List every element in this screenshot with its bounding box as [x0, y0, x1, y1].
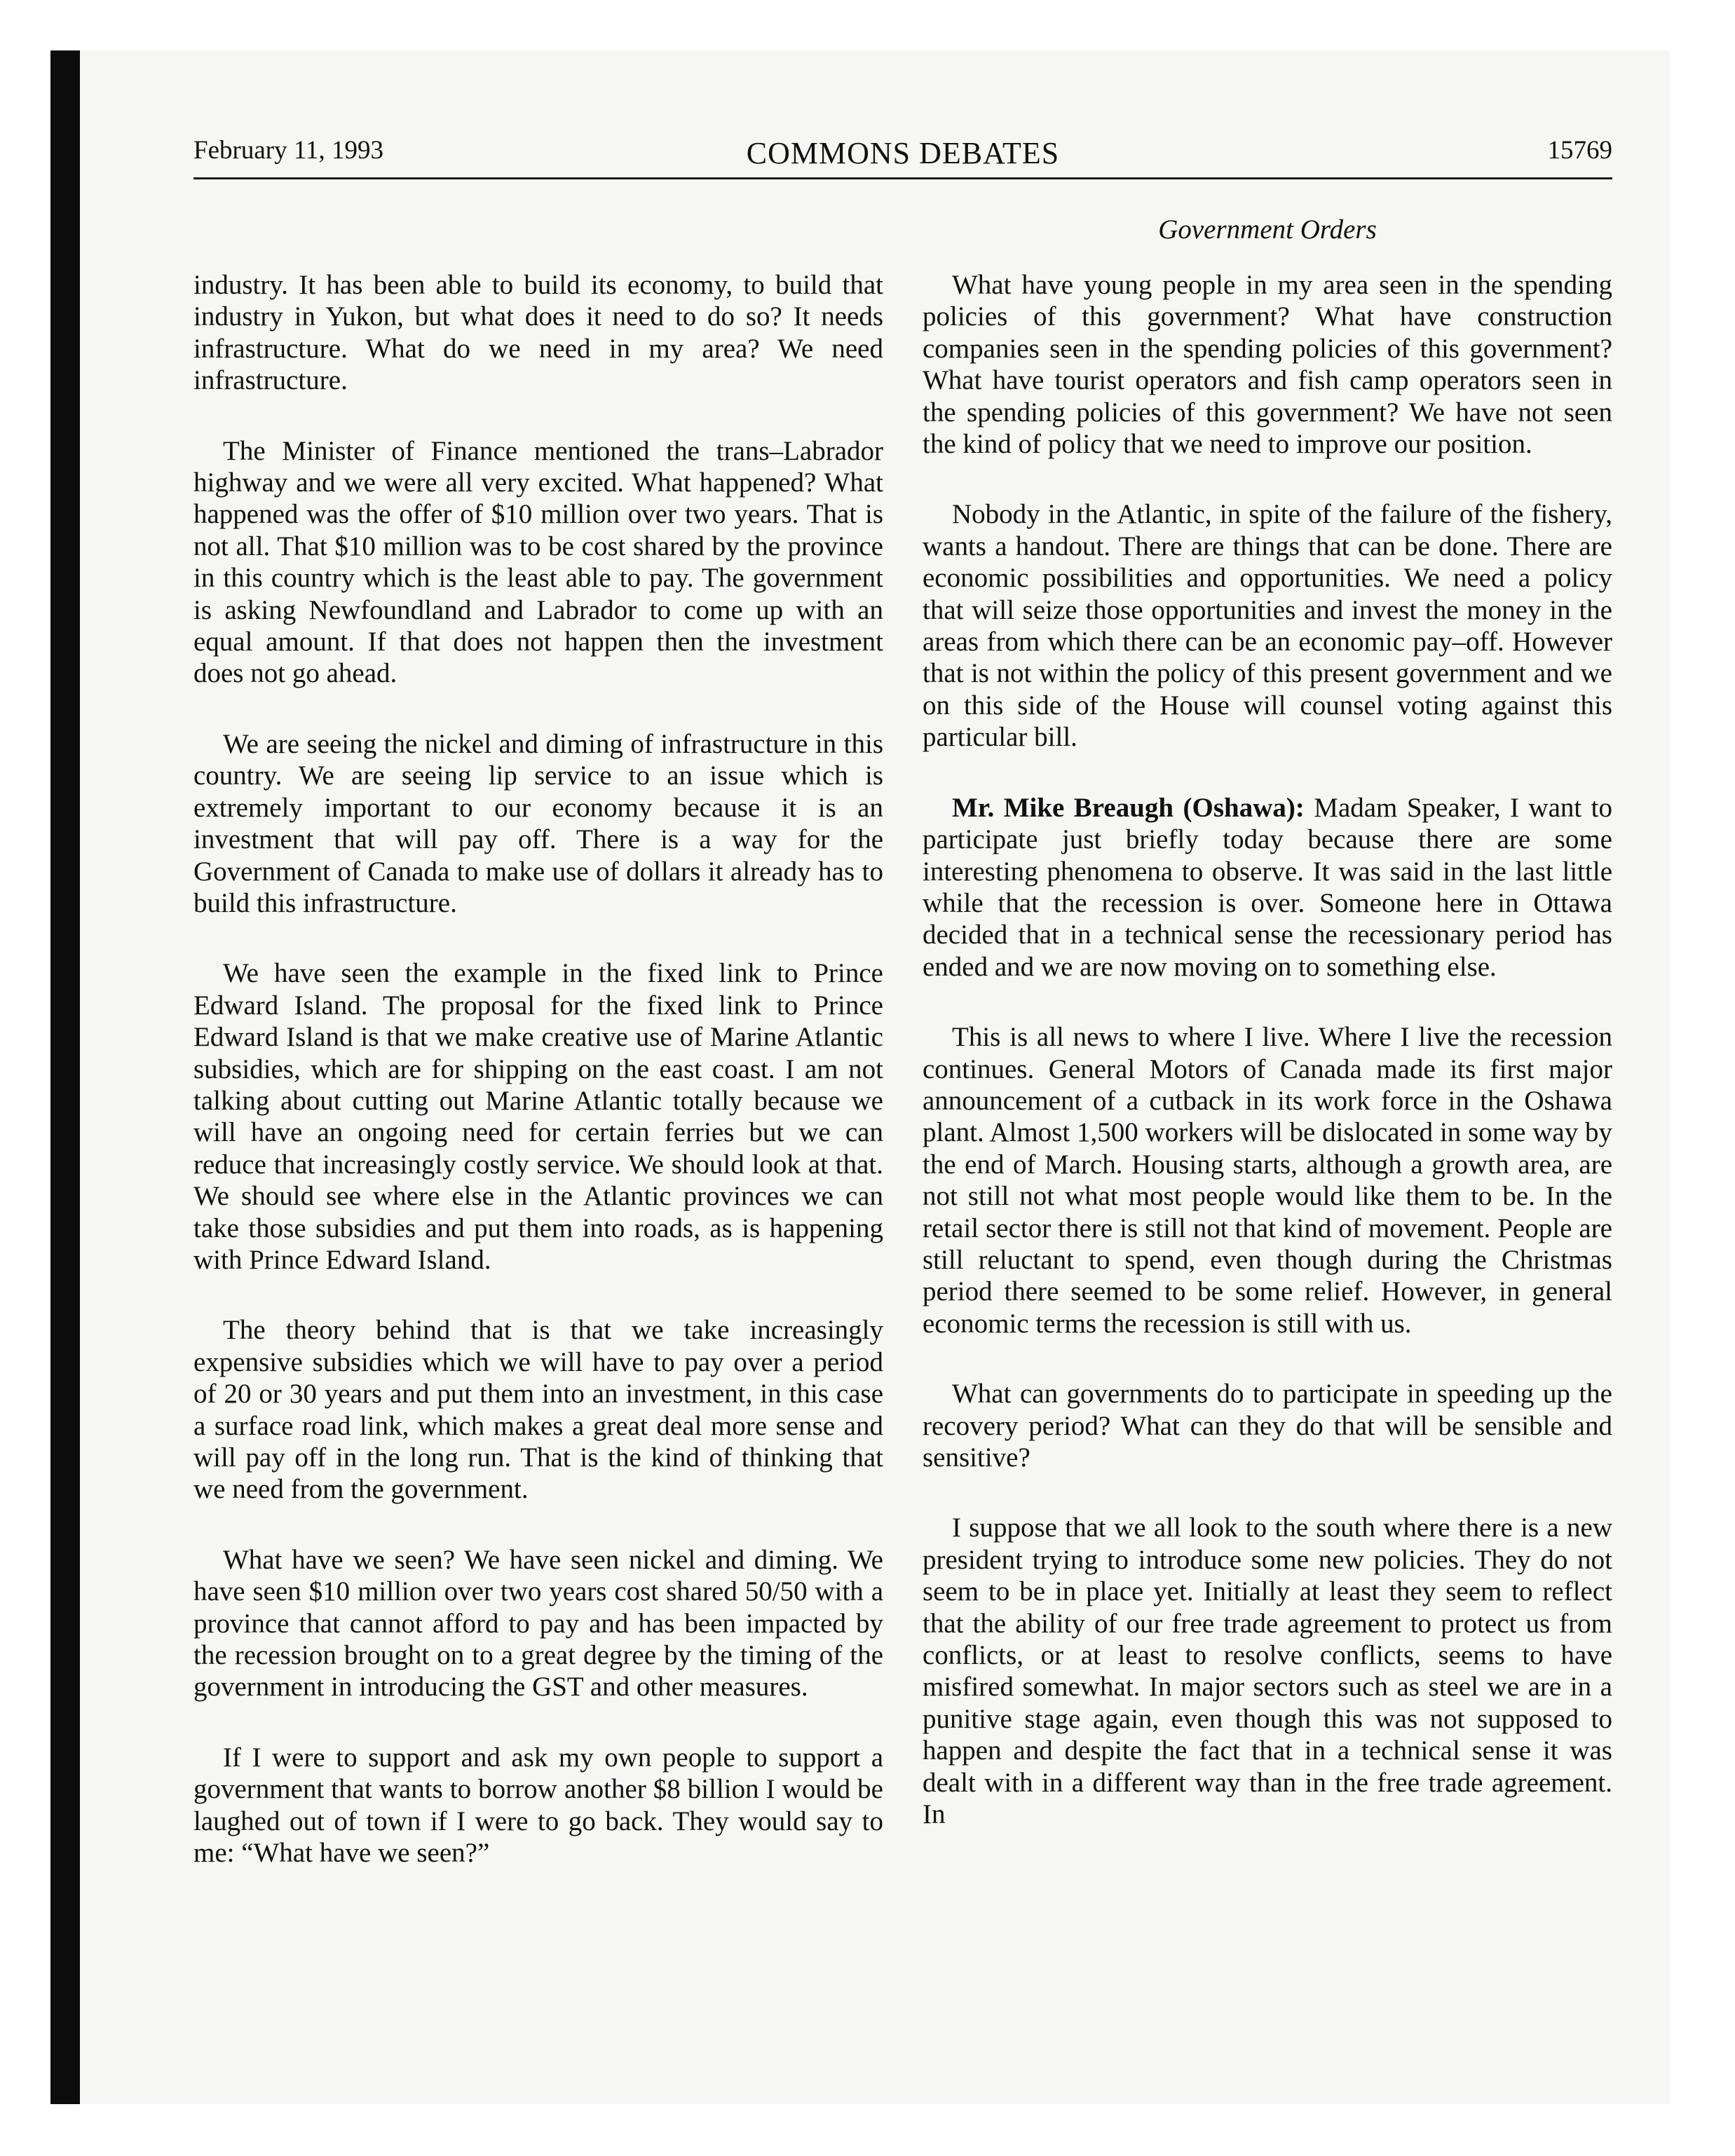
paragraph: What have young people in my area seen in the spending policies of this government? What have construction companies seen in the spending policies of this government? What have tourist operators and fish camp operators seen in the spending policies of this government? We have not seen the kind of policy that we need to improve our position. [923, 270, 1612, 460]
speech-text: Madam Speaker, I want to participate just briefly today because there are some interesting phenomena to observe. It was said in the last little while that the recession is over. Someone here in Ottawa decided that in a technical sense the recessionary period has ended and we are now moving on to something else. [923, 792, 1613, 982]
speech-paragraph [923, 792, 1612, 983]
section-label: Government Orders [1158, 214, 1377, 245]
paragraph: We are seeing the nickel and diming of infrastructure in this country. We are seeing lip service to an issue which is extremely important to our economy because it is an investment that will pay off. There is a way for the Government of Canada to make use of dollars it already has to build this infrastructure. [193, 728, 883, 918]
header-date: February 11, 1993 [193, 136, 383, 165]
paragraph: This is all news to where I live. Where I live the recession continues. General Motors of Canada made its first major announcement of a cutback in its work force in the Oshawa plant. Almost 1,500 workers will be dislocated in some way by the end of March. Housing starts, although a growth area, are not still not what most people would like them to be. In the retail sector there is still not that kind of movement. People are still reluctant to spend, even though during the Christmas period there seemed to be some relief. However, in general economic terms the recession is still with us. [923, 1022, 1612, 1339]
paragraph: The theory behind that is that we take increasingly expensive subsidies which we will have to pay over a period of 20 or 30 years and put them into an investment, in this case a surface road link, which makes a great deal more sense and will pay off in the long run. That is the kind of thinking that we need from the government. [193, 1315, 883, 1505]
speaker-name: Mr. Mike Breaugh (Oshawa): [952, 792, 1305, 823]
header-page-number: 15769 [1547, 136, 1612, 165]
paragraph: I suppose that we all look to the south where there is a new president trying to introduce some new policies. They do not seem to be in place yet. Initially at least they seem to reflect that the ability of our free trade agreement to protect us from conflicts, or at least to resolve conflicts, seems to have misfired somewhat. In major sectors such as steel we are in a punitive stage again, even though this was not supposed to happen and despite the fact that in a technical sense it was dealt with in a different way than in the free trade agreement. In [923, 1513, 1612, 1830]
paragraph: industry. It has been able to build its economy, to build that industry in Yukon, but what does it need to do so? It needs infrastructure. What do we need in my area? We need infrastructure. [193, 270, 883, 396]
header-rule [193, 177, 1612, 179]
paragraph: What have we seen? We have seen nickel and diming. We have seen $10 million over two years cost shared 50/50 with a province that cannot afford to pay and has been impacted by the recession brought on to a great degree by the timing of the government in introducing the GST and other measures. [193, 1544, 883, 1703]
right-column [923, 269, 1612, 1869]
paragraph: Nobody in the Atlantic, in spite of the failure of the fishery, wants a handout. There are things that can be done. There are economic possibilities and opportunities. We need a policy that will seize those opportunities and invest the money in the areas from which there can be an economic pay–off. However that is not within the policy of this present government and we on this side of the House will counsel voting against this particular bill. [923, 499, 1612, 753]
header-title: COMMONS DEBATES [746, 136, 1060, 170]
paragraph: The Minister of Finance mentioned the trans–Labrador highway and we were all very excited. What happened? What happened was the offer of $10 million over two years. That is not all. That $10 million was to be cost shared by the province in this country which is the least able to pay. The government is asking Newfoundland and Labrador to come up with an equal amount. If that does not happen then the investment does not go ahead. [193, 435, 883, 689]
paragraph: If I were to support and ask my own people to support a government that wants to borrow another $8 billion I would be laughed out of town if I were to go back. They would say to me: “What have we seen?” [193, 1742, 883, 1869]
paragraph: What can governments do to participate in speeding up the recovery period? What can they do that will be sensible and sensitive? [923, 1379, 1612, 1473]
binding-edge [50, 50, 80, 2104]
left-column [193, 269, 883, 1907]
page-header [193, 135, 1612, 175]
paragraph: We have seen the example in the fixed link to Prince Edward Island. The proposal for the fixed link to Prince Edward Island is that we make creative use of Marine Atlantic subsidies, which are for shipping on the east coast. I am not talking about cutting out Marine Atlantic totally because we will have an ongoing need for certain ferries but we can reduce that increasingly costly service. We should look at that. We should see where else in the Atlantic provinces we can take those subsidies and put them into roads, as is happening with Prince Edward Island. [193, 958, 883, 1275]
